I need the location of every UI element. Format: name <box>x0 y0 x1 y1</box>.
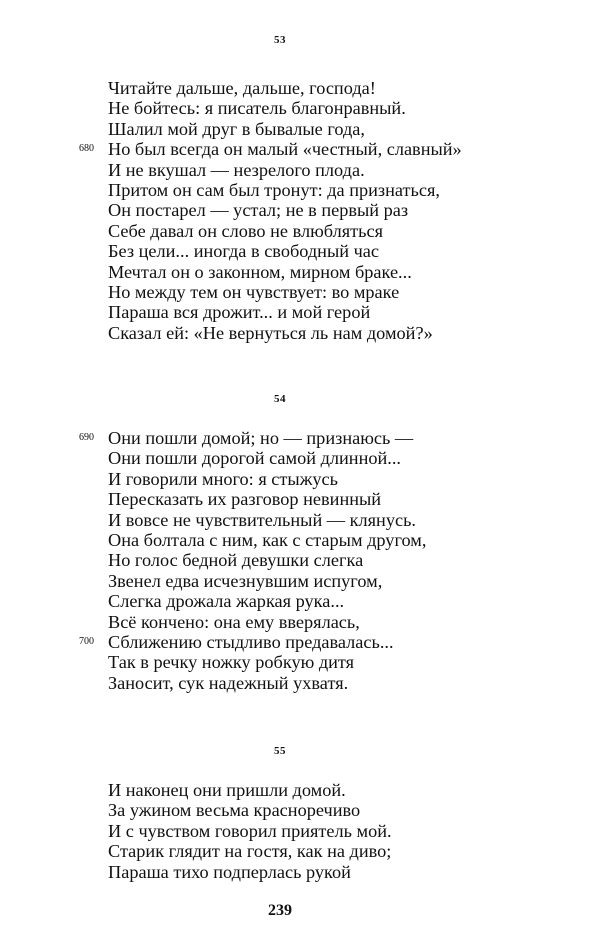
verse-text: Себе давал он слово не влюбляться <box>108 220 384 241</box>
verse-text: Читайте дальше, дальше, господа! <box>108 78 376 98</box>
verse-line <box>108 98 462 118</box>
verse-text: И говорили много: я стыжусь <box>108 468 338 489</box>
verse-line <box>108 841 392 861</box>
verse-line <box>108 780 392 800</box>
verse-line <box>79 139 462 160</box>
verse-line <box>108 489 426 509</box>
verse-line <box>108 119 462 139</box>
verse-text: Он постарел — устал; не в первый раз <box>108 200 409 221</box>
verse-line <box>108 800 392 820</box>
verse-text: Звенел едва исчезнувшим испугом, <box>108 570 383 591</box>
verse-text: Сказал ей: «Не вернуться ль нам домой?» <box>108 322 433 343</box>
verse-line <box>108 282 462 302</box>
verse-text: Так в речку ножку робкую дитя <box>108 652 355 673</box>
verse-line <box>79 632 426 653</box>
verse-text: Заносит, сук надежный ухватя. <box>108 672 349 693</box>
verse-line <box>108 652 426 672</box>
stanza <box>108 780 392 882</box>
verse-line <box>108 180 462 200</box>
verse-line <box>108 571 426 591</box>
verse-text: Они пошли дорогой самой длинной... <box>108 448 401 469</box>
verse-text: Всё кончено: она ему вверялась, <box>108 611 360 632</box>
verse-line <box>108 262 462 282</box>
verse-text: Слегка дрожала жаркая рука... <box>108 591 345 612</box>
stanza <box>79 78 462 343</box>
verse-text: Не бойтесь: я писатель благонравный. <box>108 98 406 119</box>
stanza-number: 53 <box>274 34 286 46</box>
verse-text: Мечтал он о законном, мирном браке... <box>108 261 412 282</box>
verse-line <box>108 469 426 489</box>
verse-text: Она болтала с ним, как с старым другом, <box>108 530 427 551</box>
verse-text: Они пошли домой; но — признаюсь — <box>108 428 414 448</box>
verse-text: Но был всегда он малый «честный, славный» <box>108 139 462 160</box>
line-number: 700 <box>79 636 94 648</box>
verse-text: И вовсе не чувствительный — клянусь. <box>108 509 417 530</box>
verse-line <box>108 448 426 468</box>
verse-line <box>108 550 426 570</box>
line-number: 680 <box>79 143 94 155</box>
verse-text: Пересказать их разговор невинный <box>108 489 382 510</box>
verse-line <box>108 591 426 611</box>
verse-line <box>108 821 392 841</box>
verse-text: Без цели... иногда в свободный час <box>108 241 380 262</box>
verse-line <box>108 200 462 220</box>
stanza-number: 55 <box>274 745 286 757</box>
verse-text: За ужином весьма красноречиво <box>108 800 361 821</box>
verse-text: Старик глядит на гостя, как на диво; <box>108 841 392 862</box>
verse-line <box>108 323 462 343</box>
verse-line <box>108 673 426 693</box>
verse-line <box>108 78 462 98</box>
verse-text: И не вкушал — незрелого плода. <box>108 159 365 180</box>
verse-text: Параша тихо подперлась рукой <box>108 861 351 882</box>
verse-line <box>108 302 462 322</box>
verse-text: Параша вся дрожит... и мой герой <box>108 302 371 323</box>
verse-line <box>79 428 426 448</box>
verse-line <box>108 862 392 882</box>
verse-line <box>108 612 426 632</box>
verse-line <box>108 241 462 261</box>
verse-text: И с чувством говорил приятель мой. <box>108 820 392 841</box>
stanza-number: 54 <box>274 393 286 405</box>
verse-line <box>108 530 426 550</box>
verse-text: Сближению стыдливо предавалась... <box>108 632 394 653</box>
verse-text: Шалил мой друг в бывалые года, <box>108 118 365 139</box>
page-number: 239 <box>268 902 292 919</box>
verse-text: Но между тем он чувствует: во мраке <box>108 282 400 303</box>
verse-text: И наконец они пришли домой. <box>108 780 346 800</box>
stanza <box>79 428 427 693</box>
line-number: 690 <box>79 432 94 443</box>
verse-text: Но голос бедной девушки слегка <box>108 550 364 571</box>
verse-line <box>108 160 462 180</box>
verse-text: Притом он сам был тронут: да признаться, <box>108 180 440 201</box>
verse-line <box>108 510 426 530</box>
verse-line <box>108 221 462 241</box>
